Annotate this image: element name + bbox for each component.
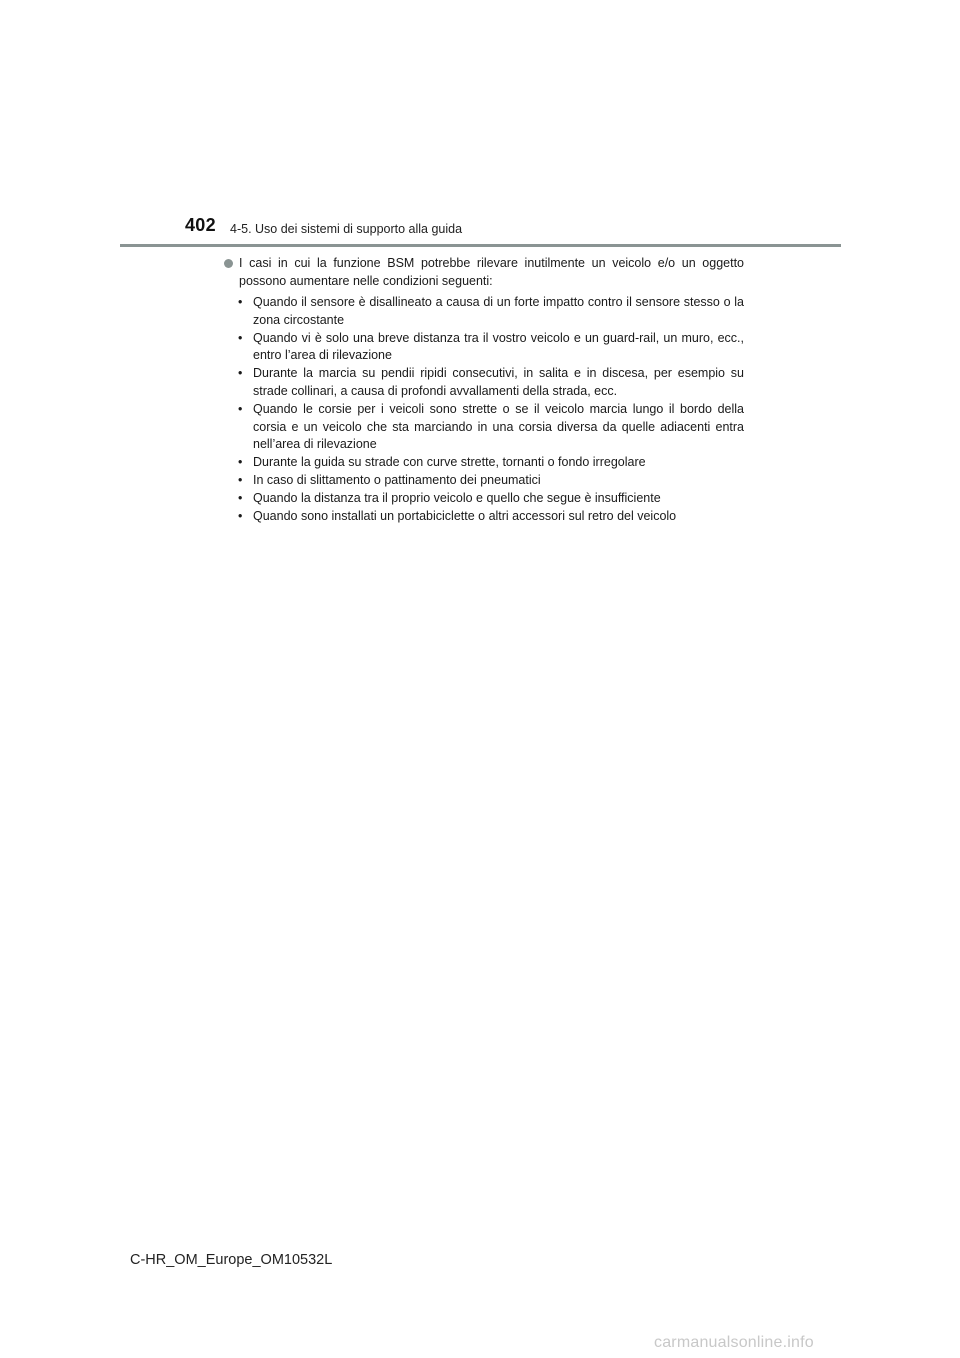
bullet-dot: • <box>238 472 243 487</box>
list-item-text: Quando la distanza tra il proprio veicolo e quello che segue è insufficiente <box>253 490 661 505</box>
list-item-text: In caso di slittamento o pattinamento dei pneumatici <box>253 472 541 487</box>
list-item <box>238 472 744 490</box>
page-number: 402 <box>185 215 216 235</box>
list-item-text: Quando sono installati un portabiciclette o altri accessori sul retro del veicolo <box>253 508 677 523</box>
list-item-text: Quando vi è solo una breve distanza tra il vostro veicolo e un guard-rail, un muro, ecc., entro l’area di rilevazione <box>253 330 744 363</box>
list-item-text: Durante la guida su strade con curve strette, tornanti o fondo irregolare <box>253 455 646 470</box>
watermark: carmanualsonline.info <box>654 1334 814 1351</box>
bullet-dot: • <box>238 508 243 523</box>
bullet-dot: • <box>238 295 243 309</box>
bullet-dot: • <box>238 366 243 381</box>
section-title: 4-5. Uso dei sistemi di supporto alla guida <box>230 222 463 236</box>
list-item <box>238 365 744 401</box>
bullet-dot: • <box>238 330 243 345</box>
bullet-dot: • <box>238 455 243 470</box>
condition-list <box>238 294 744 525</box>
bullet-dot: • <box>238 401 243 416</box>
header-rule <box>120 244 841 247</box>
list-item-text: Durante la marcia su pendii ripidi consecutivi, in salita e in discesa, per esempio su strade collinari, a causa di profondi avvallamenti della strada, ecc. <box>253 366 744 398</box>
circle-bullet-icon <box>224 259 233 268</box>
list-item <box>238 401 744 454</box>
list-item <box>238 454 744 472</box>
intro-paragraph <box>224 254 744 290</box>
list-item-text: Quando le corsie per i veicoli sono strette o se il veicolo marcia lungo il bordo della corsia e un veicolo che sta marciando in una corsia diversa da quelle adiacenti entra nell’area di rilevazione <box>253 401 744 452</box>
list-item <box>238 294 744 330</box>
bullet-dot: • <box>238 490 243 505</box>
list-item <box>238 508 744 526</box>
intro-text: I casi in cui la funzione BSM potrebbe rilevare inutilmente un veicolo e/o un oggetto possono aumentare nelle condizioni seguenti: <box>239 256 744 288</box>
list-item <box>238 330 744 366</box>
list-item <box>238 490 744 508</box>
list-item-text: Quando il sensore è disallineato a causa di un forte impatto contro il sensore stesso o la zona circostante <box>253 295 744 327</box>
document-code: C-HR_OM_Europe_OM10532L <box>130 1252 333 1268</box>
